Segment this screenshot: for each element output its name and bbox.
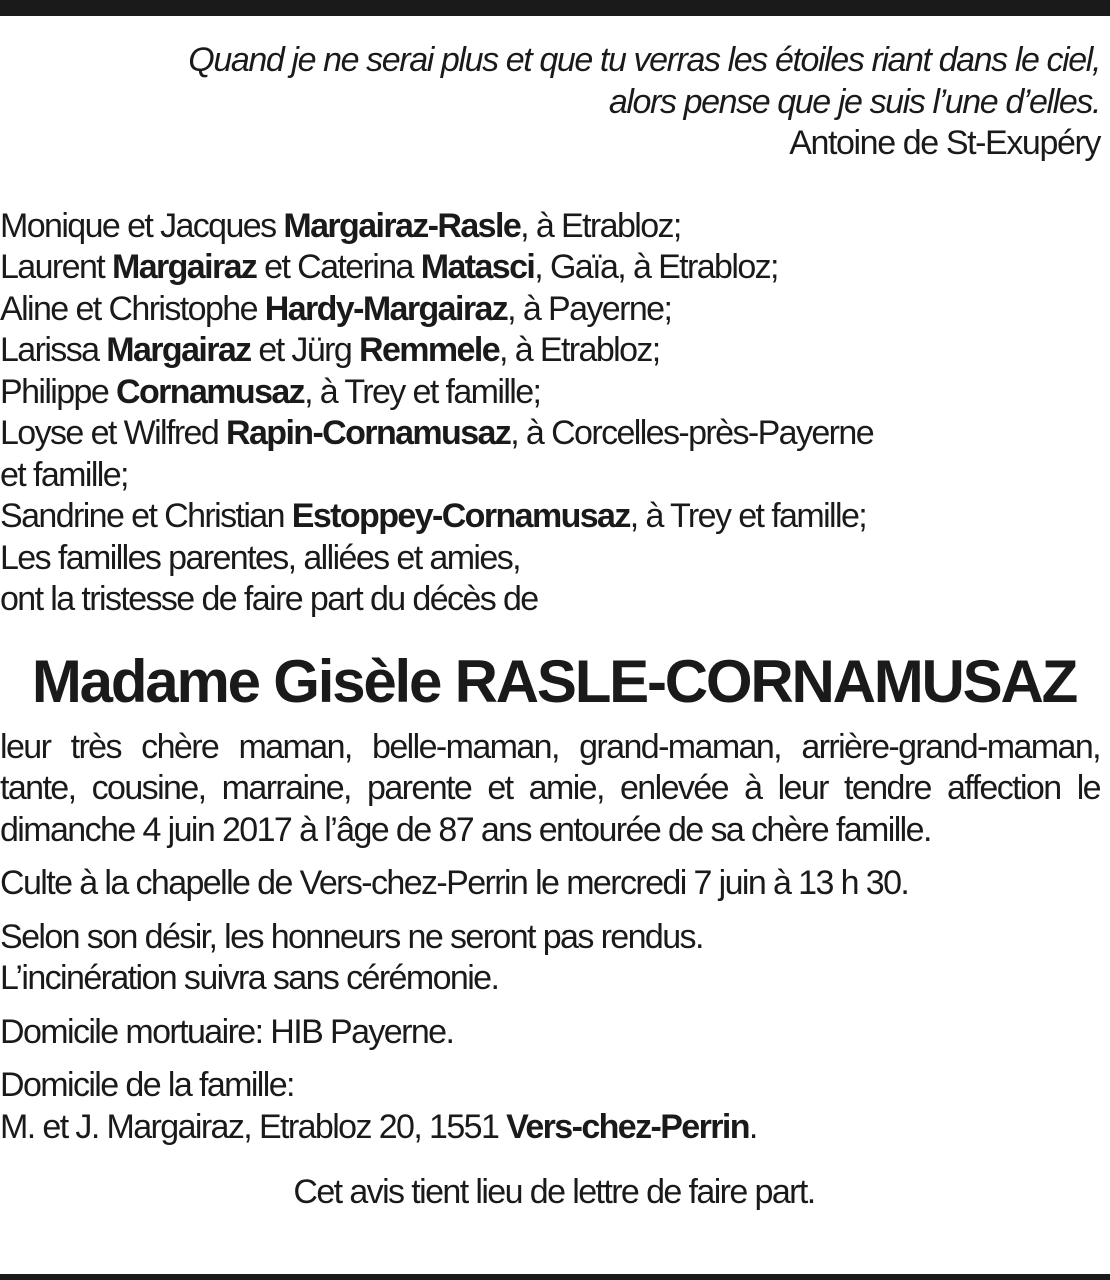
family-name-bold: Margairaz [106,331,251,369]
family-line-text: et famille; [0,455,128,494]
family-line-text: , à Etrabloz; [499,331,660,369]
family-line-7 [0,455,1108,497]
deceased-name: Madame Gisèle RASLE-CORNAMUSAZ [31,647,1077,715]
family-name-bold: Remmele [359,331,500,369]
family-home-info [0,1065,1108,1148]
family-home-address-line [0,1107,1108,1149]
family-name-bold: Hardy-Margairaz [264,289,508,328]
family-home-town: Vers-chez-Perrin [506,1107,749,1146]
closing-note: Cet avis tient lieu de lettre de faire part. [293,1173,815,1211]
family-line-5 [0,372,1108,414]
family-list [0,206,1108,621]
family-line-text: , à Corcelles-près-Payerne [510,414,874,452]
epigraph-quote [0,40,1108,165]
quote-line-2: alors pense que je suis l’une d’elles. [608,82,1100,121]
family-line-text: ont la tristesse de faire part du décès de [0,580,538,618]
family-line-8 [0,496,1108,538]
family-line-text: Larissa [0,331,107,369]
family-line-text: Sandrine et Christian [0,497,292,535]
family-line-text: et Jürg [250,331,360,369]
family-name-bold: Estoppey-Cornamusaz [291,497,630,535]
quote-author: Antoine de St-Exupéry [789,124,1100,162]
family-home-address: M. et J. Margairaz, Etrabloz 20, 1551 [0,1107,507,1146]
family-line-text: , à Trey et famille; [629,497,867,535]
family-name-bold: Matasci [420,248,535,286]
family-line-text: Philippe [0,372,117,411]
family-line-text: , à Trey et famille; [304,372,541,411]
family-name-bold: Margairaz [111,248,257,286]
mortuary-info: Domicile mortuaire: HIB Payerne. [0,1012,454,1051]
family-line-text: Loyse et Wilfred [0,414,227,452]
wishes-line-1: Selon son désir, les honneurs ne seront pas rendus. [0,917,703,956]
family-line-text: Aline et Christophe [0,289,265,328]
family-line-text: , à Etrabloz; [520,206,681,245]
bottom-rule [0,1274,1110,1280]
top-rule [0,0,1110,16]
family-line-1 [0,206,1108,248]
family-line-text: Les familles parentes, alliées et amies, [0,538,520,577]
wishes-info [0,917,1108,1000]
ceremony-info: Culte à la chapelle de Vers-chez-Perrin le mercredi 7 juin à 13 h 30. [0,864,909,902]
family-name-bold: Rapin-Cornamusaz [226,414,511,452]
family-line-text: et Caterina [256,248,421,286]
quote-line-1: Quand je ne serai plus et que tu verras les étoiles riant dans le ciel, [188,41,1100,79]
family-line-10 [0,579,1108,621]
tribute-paragraph: leur très chère maman, belle-maman, grand-maman, arrière-grand-maman, tante, cousine, marraine, parente et amie, enlevée à leur tendre affection le dimanche 4 juin 2017 à l’âge de 87 ans entourée de sa chère famille. [0,727,1100,849]
family-line-text: , à Payerne; [507,289,672,328]
family-name-bold: Cornamusaz [116,372,305,411]
family-home-label: Domicile de la famille: [0,1066,294,1104]
family-home-end: . [748,1107,757,1146]
family-line-9 [0,538,1108,580]
family-line-text: Monique et Jacques [0,206,284,245]
family-line-text: Laurent [0,248,112,286]
family-line-3 [0,289,1108,331]
family-line-4 [0,330,1108,372]
family-line-6 [0,413,1108,455]
family-name-bold: Margairaz-Rasle [283,206,521,245]
obituary-notice [0,40,1108,1214]
family-line-2 [0,247,1108,289]
family-line-text: , Gaïa, à Etrabloz; [534,248,778,286]
wishes-line-2: L’incinération suivra sans cérémonie. [0,959,499,997]
